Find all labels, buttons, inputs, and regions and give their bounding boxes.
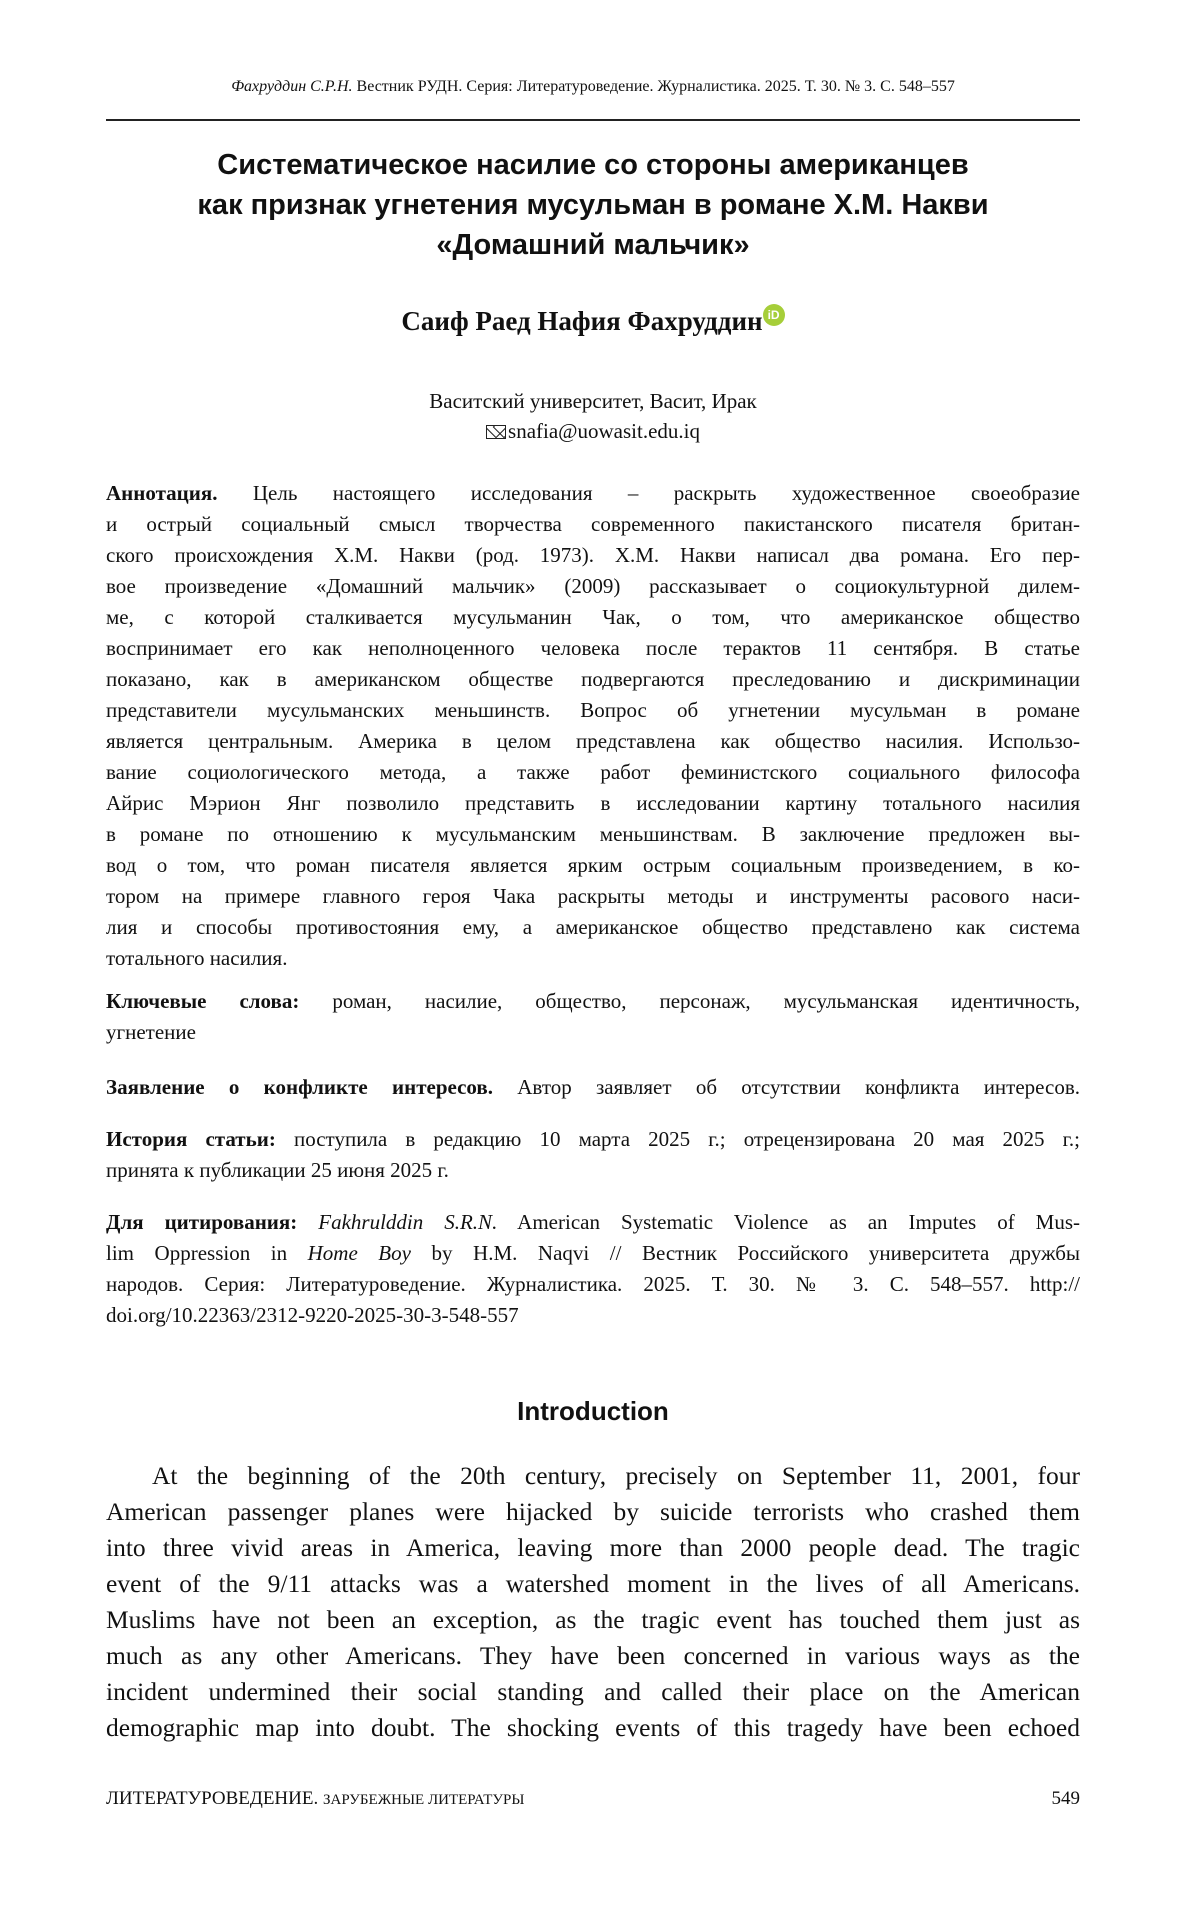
citation-text: American Systematic Violence as an Imputes of Mus- (517, 1210, 1080, 1234)
keywords-text: угнетение (106, 1017, 1080, 1048)
title-line: как признак угнетения мусульман в романе Х.М. Накви (106, 185, 1080, 225)
abstract-text: лия и способы противостояния ему, а американское общество представлено как система (106, 915, 1080, 939)
abstract-text: и острый социальный смысл творчества современного пакистанского писателя британ- (106, 512, 1080, 536)
abstract-line (106, 850, 1080, 881)
intro-line: incident undermined their social standing and called their place on the American (106, 1674, 1080, 1710)
intro-line: demographic map into doubt. The shocking events of this tragedy have been echoed (106, 1710, 1080, 1746)
orcid-icon[interactable]: iD (763, 304, 785, 326)
citation-label: Для цитирования: (106, 1210, 297, 1234)
abstract-line (106, 509, 1080, 540)
intro-line: much as any other Americans. They have been concerned in various ways as the (106, 1638, 1080, 1674)
abstract-line (106, 540, 1080, 571)
title-line: Систематическое насилие со стороны американцев (106, 145, 1080, 185)
abstract-line (106, 788, 1080, 819)
abstract-line (106, 571, 1080, 602)
abstract-text: тором на примере главного героя Чака раскрыты методы и инструменты расового наси- (106, 884, 1080, 908)
abstract-line (106, 726, 1080, 757)
article-history (106, 1124, 1080, 1186)
intro-line: American passenger planes were hijacked by suicide terrorists who crashed them (106, 1494, 1080, 1530)
author-line (106, 306, 1080, 337)
citation-author: Fakhrulddin S.R.N. (318, 1210, 497, 1234)
envelope-icon (486, 425, 506, 439)
title-line: «Домашний мальчик» (106, 225, 1080, 265)
conflict-text: Автор заявляет об отсутствии конфликта интересов. (517, 1075, 1080, 1099)
abstract-line (106, 478, 1080, 509)
abstract-text: ского происхождения Х.М. Накви (род. 1973). Х.М. Накви написал два романа. Его пер- (106, 543, 1080, 567)
doi-link[interactable]: doi.org/10.22363/2312-9220-2025-30-3-548-557 (106, 1300, 1080, 1331)
abstract-text: Айрис Мэрион Янг позволило представить в исследовании картину тотального насилия (106, 791, 1080, 815)
abstract-text: является центральным. Америка в целом представлена как общество насилия. Использо- (106, 729, 1080, 753)
intro-line: into three vivid areas in America, leaving more than 2000 people dead. The tragic (106, 1530, 1080, 1566)
abstract-line (106, 664, 1080, 695)
abstract-line (106, 602, 1080, 633)
abstract (106, 478, 1080, 974)
keywords-text: роман, насилие, общество, персонаж, мусульманская идентичность, (332, 989, 1080, 1013)
citation-book-title: Home Boy (308, 1241, 411, 1265)
abstract-text: вое произведение «Домашний мальчик» (2009) рассказывает о социокультурной дилем- (106, 574, 1080, 598)
abstract-line (106, 695, 1080, 726)
abstract-line (106, 943, 1080, 974)
affiliation-block (106, 386, 1080, 446)
abstract-text: в романе по отношению к мусульманским меньшинствам. В заключение предложен вы- (106, 822, 1080, 846)
citation-text: lim Oppression in (106, 1241, 287, 1265)
abstract-text: тотального насилия. (106, 946, 287, 970)
abstract-line (106, 757, 1080, 788)
running-header-journal: Вестник РУДН. Серия: Литературоведение. Журналистика. 2025. Т. 30. № 3. С. 548–557 (357, 78, 955, 95)
conflict-statement (106, 1072, 1080, 1103)
abstract-label: Аннотация. (106, 481, 217, 505)
conflict-label: Заявление о конфликте интересов. (106, 1075, 493, 1099)
abstract-line (106, 633, 1080, 664)
history-text: принята к публикации 25 июня 2025 г. (106, 1155, 1080, 1186)
abstract-line (106, 912, 1080, 943)
intro-line: event of the 9/11 attacks was a watershed moment in the lives of all Americans. (106, 1566, 1080, 1602)
citation-text: народов. Серия: Литературоведение. Журналистика. 2025. Т. 30. № 3. С. 548–557. http:// (106, 1269, 1080, 1300)
running-header (106, 78, 1080, 96)
citation-text: by H.M. Naqvi // Вестник Российского университета дружбы (432, 1241, 1081, 1265)
section-heading: Introduction (106, 1396, 1080, 1427)
abstract-text: представители мусульманских меньшинств. Вопрос об угнетении мусульман в романе (106, 698, 1080, 722)
page-footer (106, 1788, 1080, 1810)
email-link[interactable]: snafia@uowasit.edu.iq (508, 419, 700, 443)
keywords-label: Ключевые слова: (106, 989, 299, 1013)
footer-section: ЛИТЕРАТУРОВЕДЕНИЕ. (106, 1788, 318, 1809)
citation (106, 1207, 1080, 1331)
abstract-text: вание социологического метода, а также работ феминистского социального философа (106, 760, 1080, 784)
abstract-text: показано, как в американском обществе подвергаются преследованию и дискриминации (106, 667, 1080, 691)
footer-subsection: ЗАРУБЕЖНЫЕ ЛИТЕРАТУРЫ (323, 1792, 524, 1808)
history-label: История статьи: (106, 1127, 276, 1151)
abstract-text: ме, с которой сталкивается мусульманин Чак, о том, что американское общество (106, 605, 1080, 629)
abstract-text: вод о том, что роман писателя является ярким острым социальным произведением, в ко- (106, 853, 1080, 877)
keywords (106, 986, 1080, 1048)
intro-line: At the beginning of the 20th century, precisely on September 11, 2001, four (106, 1458, 1080, 1494)
abstract-text: воспринимает его как неполноценного человека после терактов 11 сентября. В статье (106, 636, 1080, 660)
history-text: поступила в редакцию 10 марта 2025 г.; отрецензирована 20 мая 2025 г.; (294, 1127, 1080, 1151)
abstract-line (106, 819, 1080, 850)
intro-paragraph (106, 1458, 1080, 1746)
author-name: Саиф Раед Нафия Фахруддин (401, 306, 762, 336)
abstract-text: Цель настоящего исследования – раскрыть художественное своеобразие (253, 481, 1080, 505)
header-divider (106, 119, 1080, 121)
running-header-author: Фахруддин С.Р.Н. (231, 78, 352, 95)
abstract-line (106, 881, 1080, 912)
intro-line: Muslims have not been an exception, as the tragic event has touched them just as (106, 1602, 1080, 1638)
affiliation: Васитский университет, Васит, Ирак (106, 386, 1080, 416)
page-number: 549 (1052, 1788, 1081, 1810)
article-title (106, 145, 1080, 265)
